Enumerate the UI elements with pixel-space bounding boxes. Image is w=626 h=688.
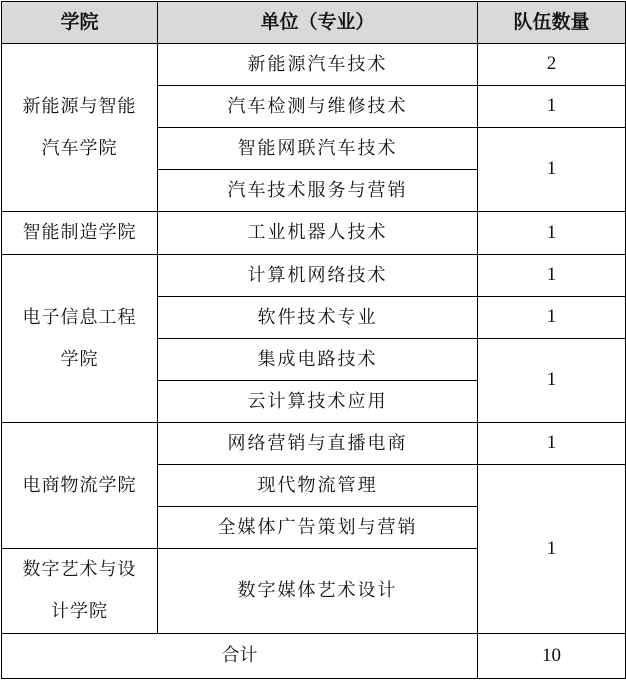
college-cell bbox=[2, 255, 158, 423]
major-cell: 汽车检测与维修技术 bbox=[158, 86, 478, 128]
team-count-cell: 1 bbox=[478, 128, 626, 212]
header-college: 学院 bbox=[2, 2, 158, 44]
header-row bbox=[2, 2, 626, 44]
major-cell: 现代物流管理 bbox=[158, 465, 478, 507]
table-row bbox=[2, 423, 626, 465]
header-teams: 队伍数量 bbox=[478, 2, 626, 44]
major-cell: 全媒体广告策划与营销 bbox=[158, 507, 478, 549]
team-count-cell: 1 bbox=[478, 297, 626, 339]
major-cell: 工业机器人技术 bbox=[158, 212, 478, 255]
college-name-line: 汽车学院 bbox=[41, 137, 118, 159]
major-cell: 汽车技术服务与营销 bbox=[158, 170, 478, 212]
header-unit: 单位（专业） bbox=[158, 2, 478, 44]
college-cell bbox=[2, 44, 158, 212]
table-row bbox=[2, 255, 626, 297]
team-count-cell: 2 bbox=[478, 44, 626, 86]
major-cell: 云计算技术应用 bbox=[158, 381, 478, 423]
college-name-line: 学院 bbox=[60, 348, 99, 370]
major-cell: 新能源汽车技术 bbox=[158, 44, 478, 86]
major-cell: 智能网联汽车技术 bbox=[158, 128, 478, 170]
table-row bbox=[2, 212, 626, 255]
team-count-cell: 1 bbox=[478, 212, 626, 255]
major-cell: 集成电路技术 bbox=[158, 339, 478, 381]
major-cell: 数字媒体艺术设计 bbox=[158, 549, 478, 634]
total-row bbox=[2, 634, 626, 679]
table-row bbox=[2, 44, 626, 86]
total-value: 10 bbox=[478, 634, 626, 679]
college-name-line: 数字艺术与设 bbox=[22, 559, 137, 580]
college-name-line: 电子信息工程 bbox=[22, 306, 137, 328]
college-cell bbox=[2, 549, 158, 634]
college-name-line: 新能源与智能 bbox=[22, 95, 137, 117]
team-count-cell: 1 bbox=[478, 465, 626, 634]
team-count-cell: 1 bbox=[478, 339, 626, 423]
team-count-cell: 1 bbox=[478, 423, 626, 465]
team-count-cell: 1 bbox=[478, 86, 626, 128]
college-name-line: 计学院 bbox=[51, 601, 108, 622]
total-label: 合计 bbox=[2, 634, 478, 679]
major-cell: 软件技术专业 bbox=[158, 297, 478, 339]
major-cell: 计算机网络技术 bbox=[158, 255, 478, 297]
college-cell: 电商物流学院 bbox=[2, 423, 158, 549]
team-count-cell: 1 bbox=[478, 255, 626, 297]
team-count-table bbox=[1, 1, 626, 679]
major-cell: 网络营销与直播电商 bbox=[158, 423, 478, 465]
college-cell: 智能制造学院 bbox=[2, 212, 158, 255]
